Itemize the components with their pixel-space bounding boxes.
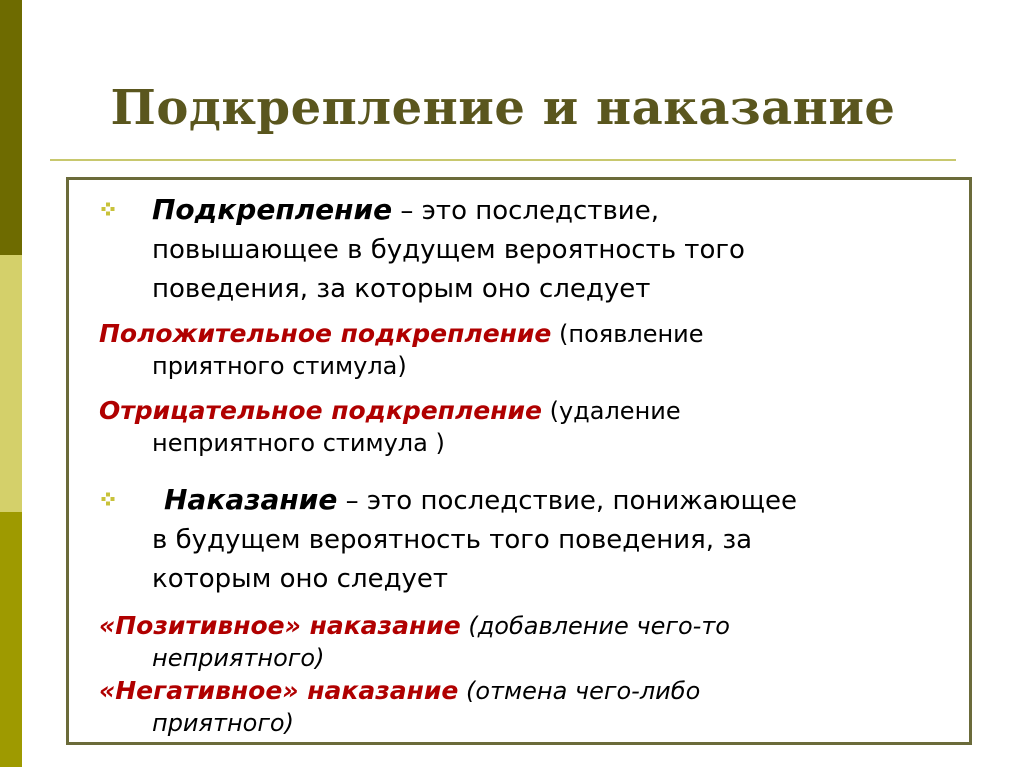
side-bar-olive: [0, 512, 22, 767]
negative-reinforcement-desc-1: (удаление: [541, 397, 681, 425]
punishment-def-3: которым оно следует: [152, 564, 449, 594]
punishment-def-2: в будущем вероятность того поведения, за: [152, 525, 753, 555]
reinforcement-def-1: – это последствие,: [392, 196, 659, 226]
positive-punishment-desc-2: неприятного): [152, 644, 325, 672]
title-underline: [50, 159, 956, 161]
punishment-line-1: [99, 480, 955, 521]
slide-title: Подкрепление и наказание: [110, 80, 896, 136]
reinforcement-line-1: [99, 190, 955, 231]
positive-punishment-desc-1: (добавление чего-то: [460, 612, 730, 640]
positive-reinforcement-desc-2: приятного стимула): [152, 352, 407, 380]
positive-reinforcement-desc-1: (появление: [551, 320, 704, 348]
positive-punishment-label: «Позитивное» наказание: [99, 611, 461, 640]
negative-reinforcement-label: Отрицательное подкрепление: [99, 396, 542, 425]
negative-punishment-desc-1: (отмена чего-либо: [458, 677, 701, 705]
negative-punishment-label: «Негативное» наказание: [99, 676, 459, 705]
negative-punishment-desc-2: приятного): [152, 709, 294, 737]
content-box: [66, 177, 972, 745]
diamond-bullet-icon: [101, 202, 115, 216]
negative-reinforcement-desc-2: неприятного стимула ): [152, 429, 445, 457]
punishment-def-1: – это последствие, понижающее: [337, 486, 797, 516]
side-bar-light: [0, 255, 22, 512]
punishment-term: Наказание: [164, 483, 338, 516]
diamond-bullet-icon: [101, 492, 115, 506]
negative-punishment: [99, 675, 955, 739]
positive-punishment: [99, 610, 955, 674]
positive-reinforcement-label: Положительное подкрепление: [99, 319, 552, 348]
reinforcement-def-3: поведения, за которым оно следует: [152, 274, 651, 304]
reinforcement-term: Подкрепление: [152, 193, 393, 226]
positive-reinforcement: [99, 318, 955, 382]
reinforcement-def-2: повышающее в будущем вероятность того: [152, 235, 745, 265]
reinforcement-definition: [99, 190, 955, 309]
negative-reinforcement: [99, 395, 955, 459]
punishment-definition: [99, 480, 955, 599]
side-bar-dark: [0, 0, 22, 255]
